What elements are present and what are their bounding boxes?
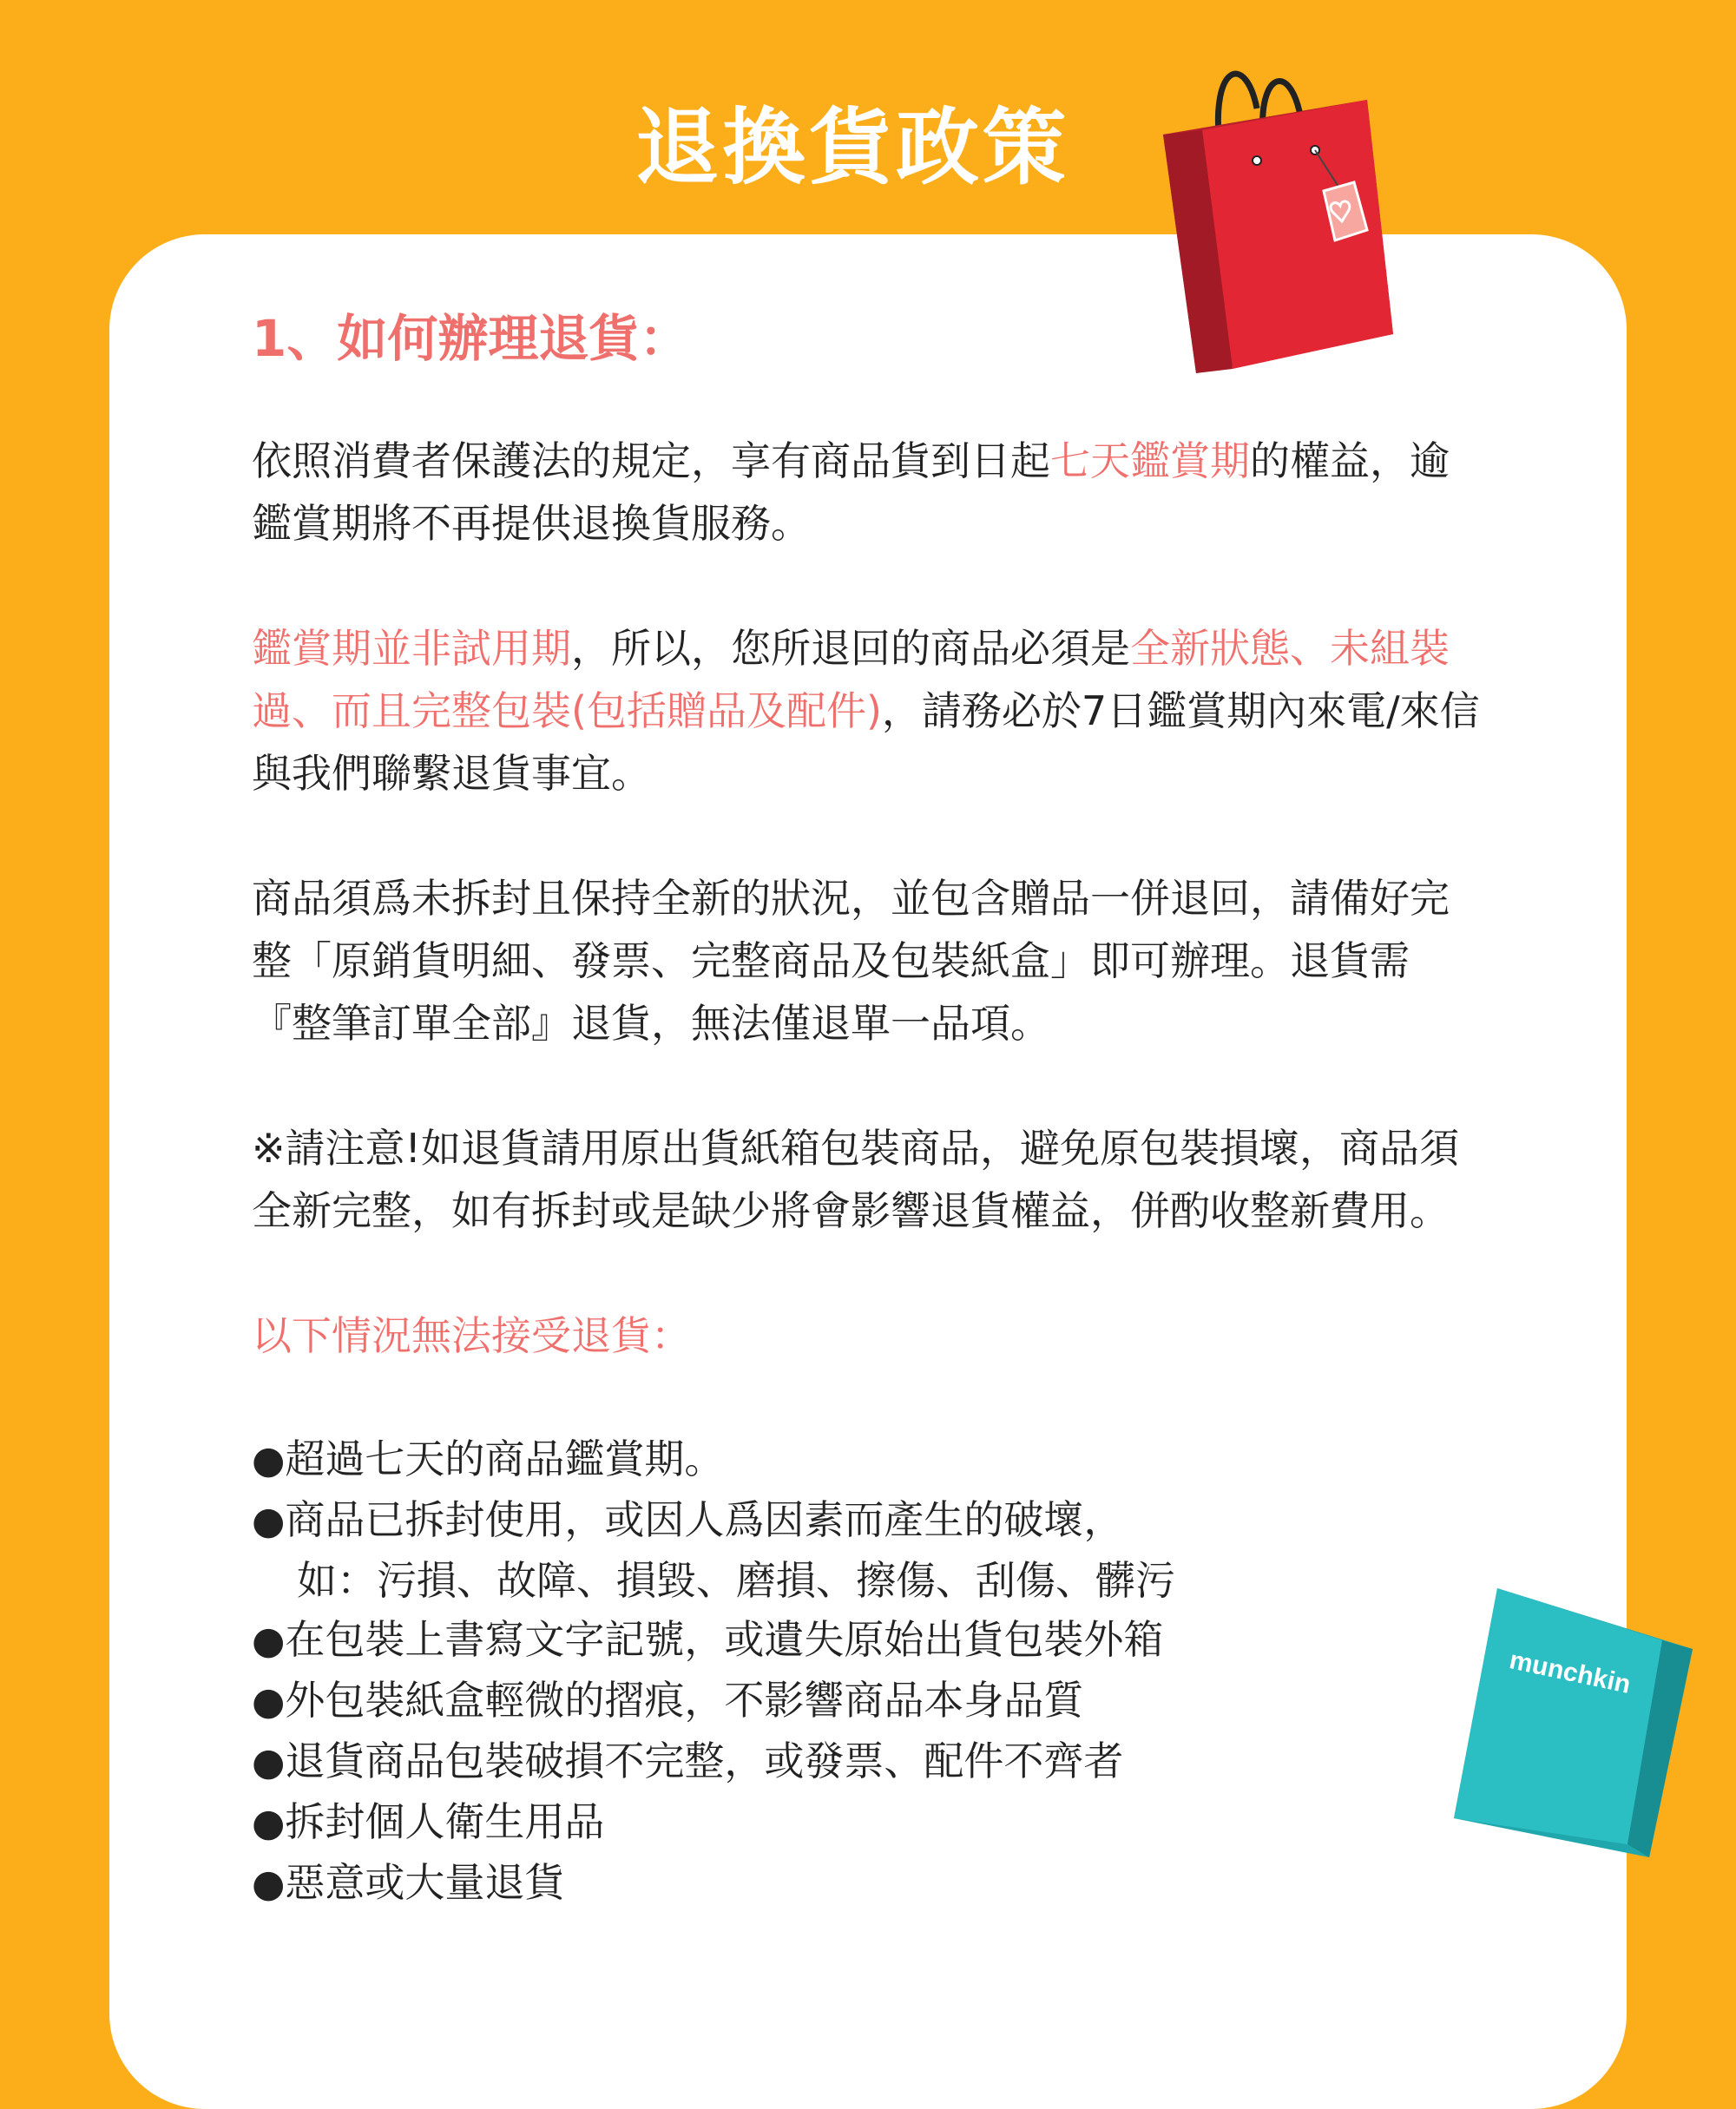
list-item bbox=[252, 1731, 1484, 1792]
shopping-bag-icon bbox=[1154, 48, 1424, 386]
paragraph-text: 依照消費者保護法的規定，享有商品貨到日起 bbox=[252, 437, 1050, 484]
bullet-icon: ● bbox=[252, 1619, 286, 1663]
list-item bbox=[252, 1853, 1484, 1914]
list-item-text: 超過七天的商品鑑賞期。 bbox=[285, 1436, 725, 1482]
list-item bbox=[252, 1671, 1484, 1731]
page-title: 退換貨政策 bbox=[635, 99, 1069, 196]
shopping-bag-icon bbox=[1450, 1580, 1701, 1866]
paragraph-text: ，所以，您所退回的商品必須是 bbox=[571, 625, 1130, 672]
list-item-text: 外包裝紙盒輕微的摺痕，不影響商品本身品質 bbox=[285, 1677, 1084, 1724]
list-item bbox=[252, 1610, 1484, 1671]
bullet-icon: ● bbox=[252, 1499, 286, 1543]
paragraph-appreciation-period bbox=[252, 430, 1484, 555]
list-item-text: 在包裝上書寫文字記號，或遺失原始出貨包裝外箱 bbox=[285, 1616, 1164, 1663]
paragraph-text: ，請務必於7日鑑賞期內來電/來信與我們聯繫退貨事宜。 bbox=[252, 687, 1480, 797]
brand-logo: munchkin bbox=[1507, 1646, 1634, 1699]
paragraph-notice: ※請注意!如退貨請用原出貨紙箱包裝商品，避免原包裝損壞，商品須全新完整，如有拆封或是缺少將會影響退貨權益，併酌收整新費用。 bbox=[252, 1125, 1459, 1234]
bullet-icon: ● bbox=[252, 1740, 286, 1784]
highlight-not-trial: 鑑賞期並非試用期 bbox=[252, 625, 571, 672]
paragraph-text: 的權益，逾鑑賞期將不再提供退換貨服務。 bbox=[252, 437, 1450, 547]
list-item-text: 惡意或大量退貨 bbox=[285, 1859, 565, 1906]
bullet-icon: ● bbox=[252, 1862, 286, 1906]
list-item-text: 退貨商品包裝破損不完整，或發票、配件不齊者 bbox=[285, 1738, 1124, 1784]
list-item-text: 商品已拆封使用，或因人爲因素而產生的破壞， bbox=[285, 1496, 1124, 1543]
highlight-new-condition: 全新狀態、未組裝過、而且完整包裝(包括贈品及配件) bbox=[252, 625, 1450, 734]
exclusions-heading: 以下情況無法接受退貨： bbox=[252, 1312, 691, 1359]
exclusions-list bbox=[252, 1429, 1484, 1914]
bullet-icon: ● bbox=[252, 1438, 286, 1482]
bullet-icon: ● bbox=[252, 1801, 286, 1845]
bullet-icon: ● bbox=[252, 1679, 286, 1724]
list-item bbox=[252, 1792, 1484, 1853]
list-item bbox=[252, 1429, 1484, 1490]
highlight-seven-day: 七天鑑賞期 bbox=[1050, 437, 1250, 484]
policy-content bbox=[252, 430, 1484, 1914]
list-item-text: 拆封個人衛生用品 bbox=[285, 1798, 605, 1845]
list-item-continuation: 如：污損、故障、損毀、磨損、擦傷、刮傷、髒污 bbox=[297, 1557, 1175, 1604]
paragraph-return-condition bbox=[252, 617, 1484, 805]
list-item bbox=[252, 1490, 1484, 1610]
section-heading: 1、如何辦理退貨： bbox=[252, 309, 690, 368]
paragraph-return-documents: 商品須爲未拆封且保持全新的狀況，並包含贈品一併退回，請備好完整「原銷貨明細、發票、完整商品及包裝紙盒」即可辦理。退貨需『整筆訂單全部』退貨，無法僅退單一品項。 bbox=[252, 875, 1450, 1047]
